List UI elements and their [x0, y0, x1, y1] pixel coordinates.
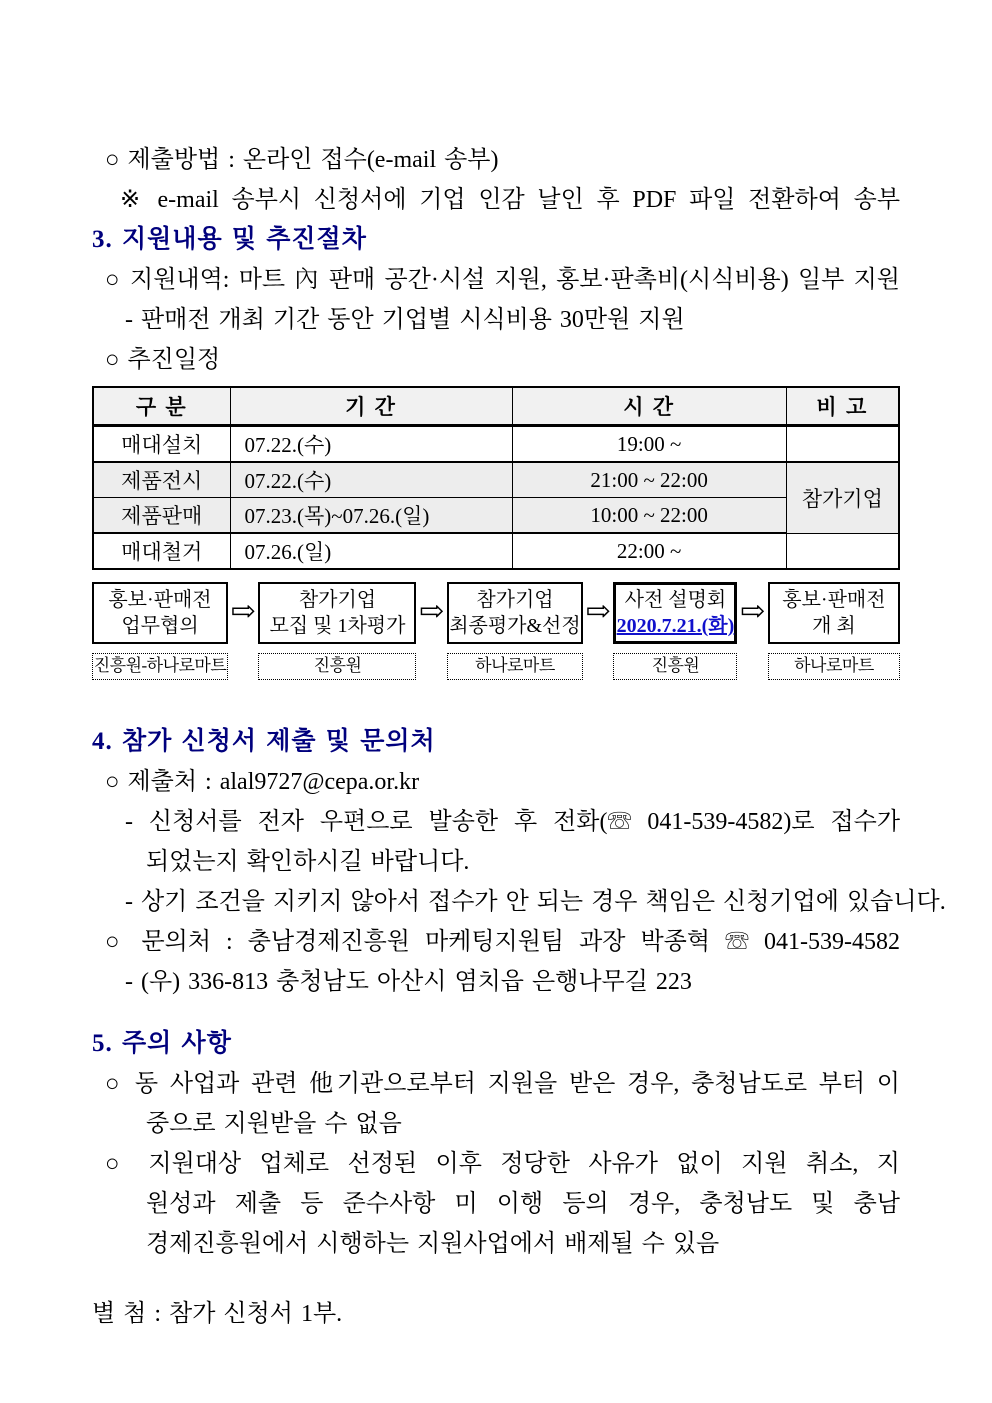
flow-step-box: [447, 582, 583, 644]
flow-step-box: [768, 582, 900, 644]
flow-step-owner-label: 하나로마트: [768, 653, 900, 680]
flow-step-title: 참가기업: [298, 589, 377, 611]
table-header-cell: 기 간: [230, 387, 512, 426]
text-line: ※ e-mail 송부시 신청서에 기업 인감 날인 후 PDF 파일 전환하여 송부: [120, 187, 900, 213]
text-line: ○ 추진일정: [105, 347, 221, 373]
text-line: - 상기 조건을 지키지 않아서 접수가 안 되는 경우 책임은 신청기업에 있습니다.: [125, 889, 946, 915]
section-heading: 3. 지원내용 및 추진절차: [92, 226, 367, 253]
table-cell: 매대철거: [93, 533, 230, 569]
flow-step: [447, 582, 583, 680]
right-arrow-icon: ⇨: [740, 595, 766, 628]
table-header-cell: 구 분: [93, 387, 230, 426]
text-line: 별 첨 : 참가 신청서 1부.: [92, 1301, 343, 1327]
table-cell: 07.26.(일): [230, 533, 512, 569]
flow-step-owner-label: 진흥원: [258, 653, 416, 680]
process-flowchart: [92, 582, 900, 680]
flow-step-title: 홍보·판매전: [782, 589, 886, 611]
table-cell: 매대설치: [93, 426, 230, 463]
text-line: ○ 지원대상 업체로 선정된 이후 정당한 사유가 없이 지원 취소, 지: [105, 1151, 900, 1177]
table-cell: 제품판매: [93, 498, 230, 534]
table-header-cell: 비 고: [786, 387, 899, 426]
flow-step-box: [613, 582, 737, 644]
table-cell: 21:00 ~ 22:00: [512, 462, 786, 498]
table-row: [93, 498, 899, 534]
text-line: 중으로 지원받을 수 없음: [146, 1111, 402, 1137]
flow-step-box: [258, 582, 416, 644]
text-line: 경제진흥원에서 시행하는 지원사업에서 배제될 수 있음: [146, 1231, 720, 1257]
flow-step-date: 2020.7.21.(화): [616, 615, 735, 637]
flow-step: [768, 582, 900, 680]
section-heading: 4. 참가 신청서 제출 및 문의처: [92, 728, 436, 755]
flow-step-subtitle: 업무협의: [121, 615, 199, 637]
flow-step-subtitle: 모집 및 1차평가: [269, 615, 406, 637]
table-cell: 07.22.(수): [230, 426, 512, 463]
table-cell: 19:00 ~: [512, 426, 786, 463]
table-cell: [786, 533, 899, 569]
table-cell: 제품전시: [93, 462, 230, 498]
text-line: ○ 제출방법 : 온라인 접수(e-mail 송부): [105, 147, 499, 173]
flow-step-subtitle: 개 최: [812, 615, 856, 637]
flow-step-subtitle: 최종평가&선정: [449, 615, 581, 637]
text-line: - 신청서를 전자 우편으로 발송한 후 전화(☏ 041-539-4582)로 접수가: [125, 809, 900, 835]
table-row: [93, 462, 899, 498]
right-arrow-icon: ⇨: [230, 595, 256, 628]
flow-step: [613, 582, 737, 680]
flow-step-owner-label: 하나로마트: [447, 653, 583, 680]
table-cell: 10:00 ~ 22:00: [512, 498, 786, 534]
table-row: [93, 426, 899, 463]
text-line: ○ 문의처 : 충남경제진흥원 마케팅지원팀 과장 박종혁 ☏ 041-539-4582: [105, 929, 900, 955]
text-line: - 판매전 개최 기간 동안 기업별 시식비용 30만원 지원: [125, 307, 685, 333]
table-cell: 07.23.(목)~07.26.(일): [230, 498, 512, 534]
table-header-row: [93, 387, 899, 426]
table-cell: 22:00 ~: [512, 533, 786, 569]
flow-step-title: 참가기업: [476, 589, 554, 611]
right-arrow-icon: ⇨: [419, 595, 445, 628]
section-heading: 5. 주의 사항: [92, 1030, 232, 1057]
document-content: [92, 140, 946, 1334]
flow-step-box: [92, 582, 228, 644]
text-line: - (우) 336-813 충청남도 아산시 염치읍 은행나무길 223: [125, 969, 692, 995]
text-line: 되었는지 확인하시길 바랍니다.: [146, 849, 470, 875]
table-cell: 07.22.(수): [230, 462, 512, 498]
text-line: ○ 지원내역: 마트 內 판매 공간·시설 지원, 홍보·판촉비(시식비용) 일부 지원: [105, 267, 900, 293]
flow-step-title: 사전 설명회: [624, 589, 727, 611]
schedule-table: [92, 386, 900, 570]
flow-step: [258, 582, 416, 680]
table-row: [93, 533, 899, 569]
flow-step-title: 홍보·판매전: [108, 589, 212, 611]
right-arrow-icon: ⇨: [585, 595, 611, 628]
flow-step-owner-label: 진흥원: [613, 653, 737, 680]
table-header-cell: 시 간: [512, 387, 786, 426]
flow-step-owner-label: 진흥원-하나로마트: [92, 653, 228, 680]
flow-step: [92, 582, 228, 680]
text-line: 원성과 제출 등 준수사항 미 이행 등의 경우, 충청남도 및 충남: [146, 1191, 900, 1217]
table-cell: 참가기업: [786, 462, 899, 533]
text-line: ○ 동 사업과 관련 他기관으로부터 지원을 받은 경우, 충청남도로 부터 이: [105, 1071, 900, 1097]
text-line: ○ 제출처 : alal9727@cepa.or.kr: [105, 769, 420, 795]
table-cell: [786, 426, 899, 463]
